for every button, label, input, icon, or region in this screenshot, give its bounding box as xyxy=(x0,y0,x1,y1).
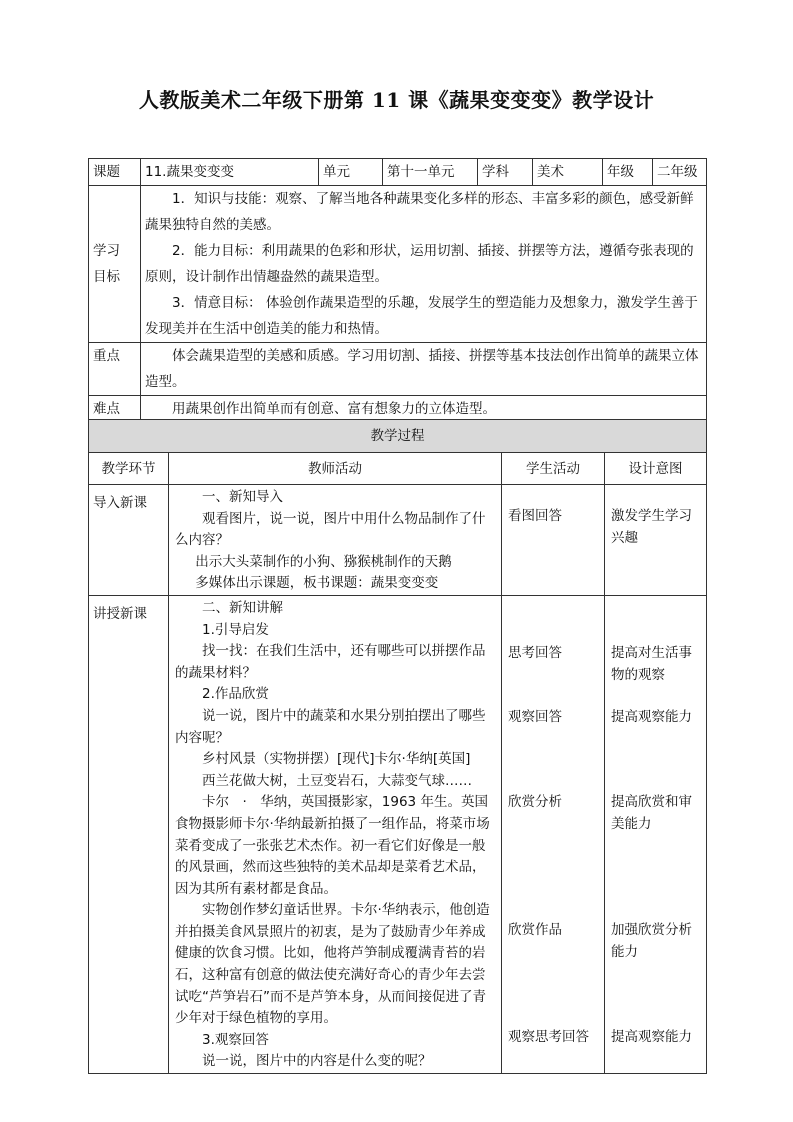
student-intro-text: 看图回答 xyxy=(508,508,562,524)
goal-label-line2: 目标 xyxy=(93,269,120,285)
key-text: 体会蔬果造型的美感和质感。学习用切割、插接、拼摆等基本技法创作出简单的蔬果立体造型。 xyxy=(141,343,707,396)
goal-content xyxy=(141,186,707,343)
student-new-3: 欣赏分析 xyxy=(508,793,562,810)
intro-question: 观看图片，说一说，图片中用什么物品制作了什么内容？ xyxy=(175,510,486,549)
student-new-4: 欣赏作品 xyxy=(508,921,562,938)
unit-value: 第十一单元 xyxy=(383,159,478,186)
stage-new: 讲授新课 xyxy=(89,595,169,1073)
subject-label: 学科 xyxy=(478,159,533,186)
key-label: 重点 xyxy=(89,343,141,396)
header-teacher: 教师活动 xyxy=(169,453,502,485)
document-title: 人教版美术二年级下册第 11 课《蔬果变变变》教学设计 xyxy=(138,88,655,112)
student-new-2: 观察回答 xyxy=(508,708,562,725)
student-new xyxy=(502,595,605,1073)
ke-label: 课题 xyxy=(89,159,141,186)
new-sub-1: 1.引导启发 xyxy=(202,621,269,638)
new-artwork: 乡村风景（实物拼摆）[现代]卡尔·华纳[英国] xyxy=(202,751,471,768)
student-intro xyxy=(502,485,605,596)
difficulty-label: 难点 xyxy=(89,396,141,423)
new-sub-2: 2.作品欣赏 xyxy=(202,686,269,703)
intent-intro-text: 激发学生学习兴趣 xyxy=(611,508,692,546)
ke-value: 11.蔬果变变变 xyxy=(141,159,319,186)
intent-new xyxy=(605,595,707,1073)
intent-intro xyxy=(605,485,707,596)
info-table xyxy=(88,158,707,423)
goal-label-line1: 学习 xyxy=(93,243,120,259)
difficulty-text: 用蔬果创作出简单而有创意、富有想象力的立体造型。 xyxy=(141,396,707,423)
new-sub-3: 3.观察回答 xyxy=(202,1031,269,1048)
intent-new-5: 提高观察能力 xyxy=(611,1028,692,1045)
intro-show: 出示大头菜制作的小狗、猕猴桃制作的天鹅 xyxy=(195,553,452,570)
new-heading: 二、新知讲解 xyxy=(202,599,283,616)
goal-3: 3．情意目标： 体验创作蔬果造型的乐趣，发展学生的塑造能力及想象力，激发学生善于发现美并在生活中创造美的能力和热情。 xyxy=(145,295,698,337)
new-observe-q: 说一说，图片中的内容是什么变的呢？ xyxy=(202,1053,432,1070)
new-examples: 西兰花做大树，土豆变岩石，大蒜变气球…… xyxy=(202,772,472,789)
new-carl-intro: 卡尔 · 华纳，英国摄影家，1963 年生。英国食物摄影师卡尔·华纳最新拍摄了一组作品，将菜市场菜肴变成了一张张艺术杰作。初一看它们好像是一般的风景画，然而这些独特的美术品却是菜肴艺术品，因为其所有素材都是食品。 xyxy=(175,794,490,897)
teacher-new xyxy=(169,595,502,1073)
intent-new-1: 提高对生活事物的观察 xyxy=(611,644,692,683)
new-find: 找一找：在我们生活中，还有哪些可以拼摆作品的蔬果材料？ xyxy=(175,643,486,681)
unit-label: 单元 xyxy=(319,159,383,186)
grade-value: 二年级 xyxy=(653,159,707,186)
teacher-intro xyxy=(169,485,502,596)
goal-1: 1．知识与技能：观察、了解当地各种蔬果变化多样的形态、丰富多彩的颜色，感受新鲜蔬果独特自然的美感。 xyxy=(145,191,694,233)
header-intent: 设计意图 xyxy=(605,453,707,485)
student-new-5: 观察思考回答 xyxy=(508,1028,589,1045)
intent-new-2: 提高观察能力 xyxy=(611,708,692,725)
process-banner: 教学过程 xyxy=(89,420,707,453)
student-new-1: 思考回答 xyxy=(508,644,562,661)
grade-label: 年级 xyxy=(603,159,653,186)
new-say: 说一说，图片中的蔬菜和水果分别拍摆出了哪些内容呢？ xyxy=(175,707,486,746)
header-stage: 教学环节 xyxy=(89,453,169,485)
intent-new-3: 提高欣赏和审美能力 xyxy=(611,793,692,832)
process-table xyxy=(88,419,707,1074)
subject-value: 美术 xyxy=(533,159,603,186)
intro-heading: 一、新知导入 xyxy=(202,489,283,505)
intent-new-4: 加强欣赏分析能力 xyxy=(611,921,692,960)
header-student: 学生活动 xyxy=(502,453,605,485)
goal-2: 2．能力目标：利用蔬果的色彩和形状，运用切割、插接、拼摆等方法，遵循夸张表现的原则，设计制作出情趣盎然的蔬果造型。 xyxy=(145,243,694,285)
new-carl-story: 实物创作梦幻童话世界。卡尔·华纳表示，他创造并拍摄美食风景照片的初衷，是为了鼓励青少年养成健康的饮食习惯。比如，他将芦笋制成覆满青苔的岩石，这种富有创意的做法使充满好奇心的青少年去尝试吃“芦笋岩石”而不是芦笋本身，从而间接促进了青少年对于绿色植物的享用。 xyxy=(175,902,490,1027)
stage-intro: 导入新课 xyxy=(89,485,169,596)
intro-topic: 多媒体出示课题，板书课题：蔬果变变变 xyxy=(195,575,439,592)
goal-label xyxy=(89,186,141,343)
